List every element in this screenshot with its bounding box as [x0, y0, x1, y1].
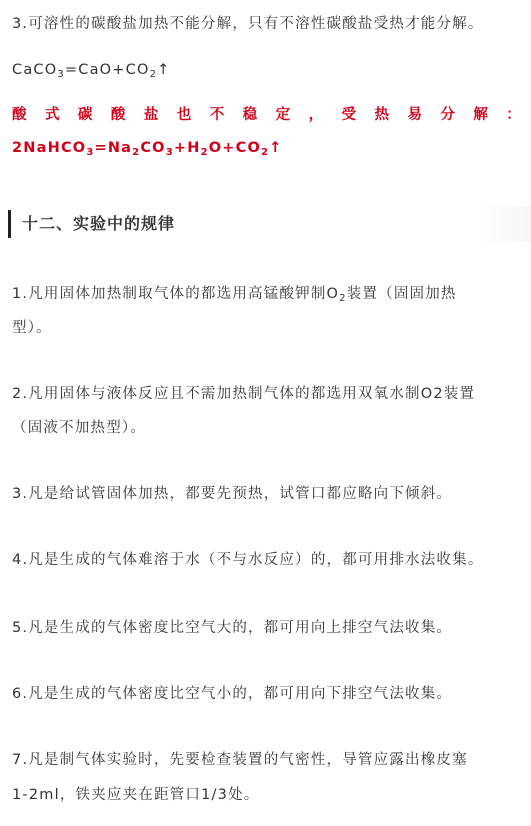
- acid-note-char: 受: [341, 107, 357, 123]
- rule-5: 5.凡是生成的气体密度比空气大的，都可用向上排空气法收集。: [12, 620, 453, 636]
- carbonate-heat-rule: 3.可溶性的碳酸盐加热不能分解，只有不溶性碳酸盐受热才能分解。: [12, 16, 484, 32]
- rule-4: 4.凡是生成的气体难溶于水（不与水反应）的，都可用排水法收集。: [12, 552, 484, 568]
- acid-note-char: 易: [407, 107, 422, 123]
- rule-2-line-2: （固液不加热型）。: [12, 420, 147, 436]
- rule-text: 装置（固固加热: [346, 286, 457, 302]
- section-marker-bar: [8, 210, 11, 238]
- rule-1-line-2: 型）。: [12, 320, 52, 336]
- eq-subscript: 2: [260, 147, 270, 158]
- gas-arrow: ↑: [157, 62, 171, 78]
- rule-2-line-1: 2.凡用固体与液体反应且不需加热制气体的都选用双氧水制O2装置: [12, 386, 476, 402]
- acid-note-char: ，: [308, 107, 324, 123]
- acid-note-char: 碳: [77, 107, 93, 123]
- acid-note-char: 也: [176, 107, 192, 123]
- eq-part: =Na: [94, 140, 133, 156]
- rule-6: 6.凡是生成的气体密度比空气小的，都可用向下排空气法收集。: [12, 686, 453, 702]
- acid-note-char: 酸: [12, 107, 27, 123]
- acid-note-char: 式: [44, 107, 60, 123]
- section-title: 十二、实验中的规律: [22, 214, 176, 233]
- acid-note-char: ：: [506, 107, 521, 123]
- rule-7-line-2: 1-2ml，铁夹应夹在距管口1/3处。: [12, 787, 260, 803]
- eq-part: +H: [173, 140, 201, 156]
- acid-note-char: 定: [275, 107, 291, 123]
- eq-subscript: 3: [57, 69, 65, 80]
- rule-3: 3.凡是给试管固体加热，都要先预热，试管口都应略向下倾斜。: [12, 486, 453, 502]
- acid-note-char: 盐: [143, 107, 159, 123]
- acid-note-char: 酸: [110, 107, 126, 123]
- eq-subscript: 2: [149, 69, 158, 80]
- eq-part: 2NaHCO: [12, 140, 87, 156]
- eq-subscript: 2: [200, 147, 209, 158]
- acid-salt-note: [12, 105, 521, 125]
- acid-note-char: 热: [374, 107, 389, 123]
- acid-note-char: 分: [440, 107, 455, 123]
- acid-note-char: 解: [473, 107, 488, 123]
- rule-text: 1.凡用固体加热制取气体的都选用高锰酸钾制O: [12, 286, 340, 302]
- caco3-decomposition-equation: [12, 60, 521, 80]
- nahco3-decomposition-equation: [12, 138, 521, 158]
- eq-part: CO: [140, 140, 166, 156]
- eq-subscript: 2: [132, 147, 141, 158]
- eq-subscript: 3: [86, 147, 95, 158]
- eq-subscript: 3: [165, 147, 174, 158]
- gas-arrow: ↑: [269, 140, 283, 156]
- rule-7-line-1: 7.凡是制气体实验时，先要检查装置的气密性，导管应露出橡皮塞: [12, 752, 468, 768]
- rule-subscript: 2: [339, 293, 347, 304]
- eq-part: O+CO: [208, 140, 261, 156]
- acid-note-char: 不: [209, 107, 225, 123]
- acid-note-char: 稳: [242, 107, 258, 123]
- rule-1-line-1: [12, 284, 521, 304]
- eq-part: CaCO: [12, 62, 58, 78]
- eq-part: =CaO+CO: [64, 62, 150, 78]
